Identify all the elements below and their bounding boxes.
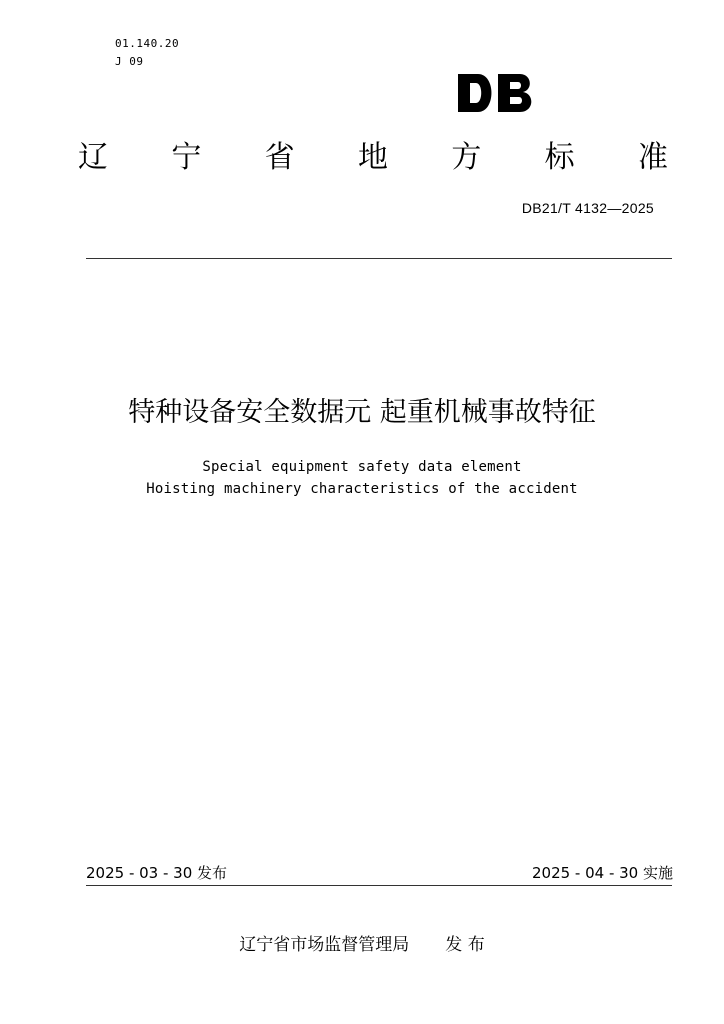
standard-type-char: 省 [264, 140, 295, 175]
standard-type-char: 方 [451, 140, 482, 175]
standard-number: DB21/T 4132—2025 [521, 200, 654, 216]
header-divider [86, 258, 672, 259]
english-title-line-2: Hoisting machinery characteristics of the accident [146, 481, 578, 497]
issuer-line [0, 934, 724, 956]
standard-type-heading [78, 138, 668, 178]
standard-type-char: 准 [637, 140, 668, 175]
issue-date: 2025 - 03 - 30 发布 [86, 864, 228, 882]
footer-divider [86, 885, 672, 886]
standard-type-char: 地 [357, 140, 388, 175]
english-title-line-1: Special equipment safety data element [202, 459, 522, 475]
db-logo [456, 72, 536, 114]
standard-type-char: 标 [544, 140, 575, 175]
standard-type-char: 宁 [171, 140, 202, 175]
ccs-code: J 09 [115, 55, 144, 68]
issuer-action: 发 布 [445, 935, 485, 955]
standard-type-char: 辽 [78, 140, 108, 175]
ics-code: 01.140.20 [115, 37, 180, 50]
implementation-date: 2025 - 04 - 30 实施 [531, 864, 673, 882]
issuer-name: 辽宁省市场监督管理局 [239, 935, 410, 955]
chinese-title: 特种设备安全数据元 起重机械事故特征 [128, 397, 596, 428]
